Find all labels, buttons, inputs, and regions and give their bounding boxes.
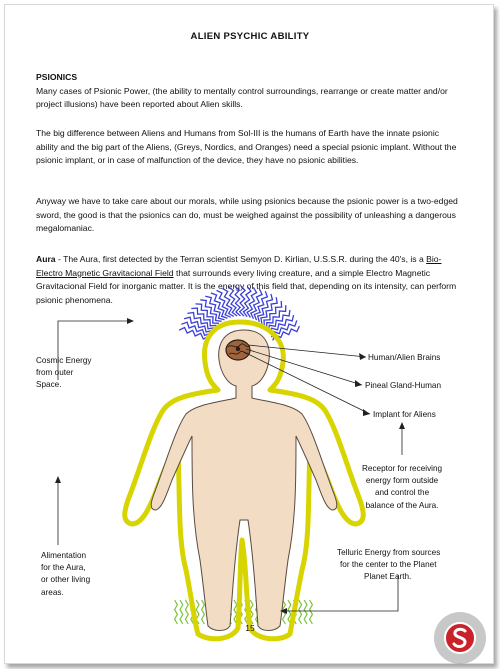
label-line: for the Aura, — [41, 563, 86, 573]
label-line: or other living — [41, 575, 91, 585]
label-pineal: Pineal Gland-Human — [365, 381, 442, 390]
label-brains: Human/Alien Brains — [368, 353, 441, 362]
aura-text-2: that surrounds every living creature, and a simple Electro Magnetic Gravitacional Field for inorganic matter. It is the energy of this field that, depending on its intensity, can perform psionic phenomena. — [36, 267, 457, 305]
label-line: Telluric Energy from sources — [337, 548, 441, 557]
telluric-ray — [310, 600, 313, 624]
aura-text-1: - The Aura, first detected by the Terran scientist Semyon D. Kirlian, U.S.S.R. during the 40's, is a — [55, 254, 427, 264]
label-line: and control the — [374, 488, 430, 498]
label-line: Space. — [36, 380, 62, 390]
paragraph-2: The big difference between Aliens and Humans from Sol-III is the humans of Earth have the innate psionic ability and the big part of the Aliens, (Greys, Nordics, and Oranges) need a special psionic implant. Without the psionic implant, or in case of malfunction of the device, they have no psionic abilities. — [36, 128, 457, 166]
label-receptor — [362, 463, 442, 512]
label-line: from outer — [36, 368, 74, 378]
label-cosmic-energy — [36, 355, 92, 392]
label-line: areas. — [41, 587, 64, 597]
sl-monogram-seal-icon — [432, 610, 488, 666]
paragraph-3: Anyway we have to take care about our morals, while using psionics because the psionic power is a two-edged sword, the good is that the psionics can do, must be weighed against the possibility of unleashing a dangerous megalomaniac. — [36, 196, 458, 234]
telluric-ray — [175, 600, 178, 624]
telluric-ray — [180, 600, 183, 624]
paragraph-1: Many cases of Psionic Power, (the ability to mentally control surroundings, rearrange or create matter and/or project illusions) have been reported about Alien skills. — [36, 85, 448, 110]
label-line: balance of the Aura. — [365, 500, 439, 510]
label-line: for the center to the Planet — [340, 560, 437, 570]
section-heading: PSIONICS — [36, 72, 78, 82]
label-line: Cosmic Energy — [36, 356, 92, 365]
label-implant: Implant for Aliens — [373, 410, 436, 419]
label-line: Alimentation — [41, 551, 87, 560]
aura-field-term: Bio-Electro Magnetic Gravitacional Field — [36, 254, 442, 278]
telluric-ray — [304, 600, 307, 624]
aura-term: Aura — [36, 254, 56, 264]
page-number: 15 — [245, 623, 255, 633]
label-line: Receptor for receiving — [362, 464, 443, 473]
label-line: Planet Earth. — [364, 572, 412, 582]
label-line: energy form outside — [365, 476, 439, 486]
telluric-ray — [185, 600, 188, 624]
page-title: ALIEN PSYCHIC ABILITY — [190, 31, 310, 42]
telluric-ray — [299, 600, 302, 624]
label-telluric — [337, 547, 440, 584]
label-alimentation — [41, 550, 90, 599]
telluric-ray — [202, 600, 205, 624]
brain-icon — [226, 340, 250, 360]
